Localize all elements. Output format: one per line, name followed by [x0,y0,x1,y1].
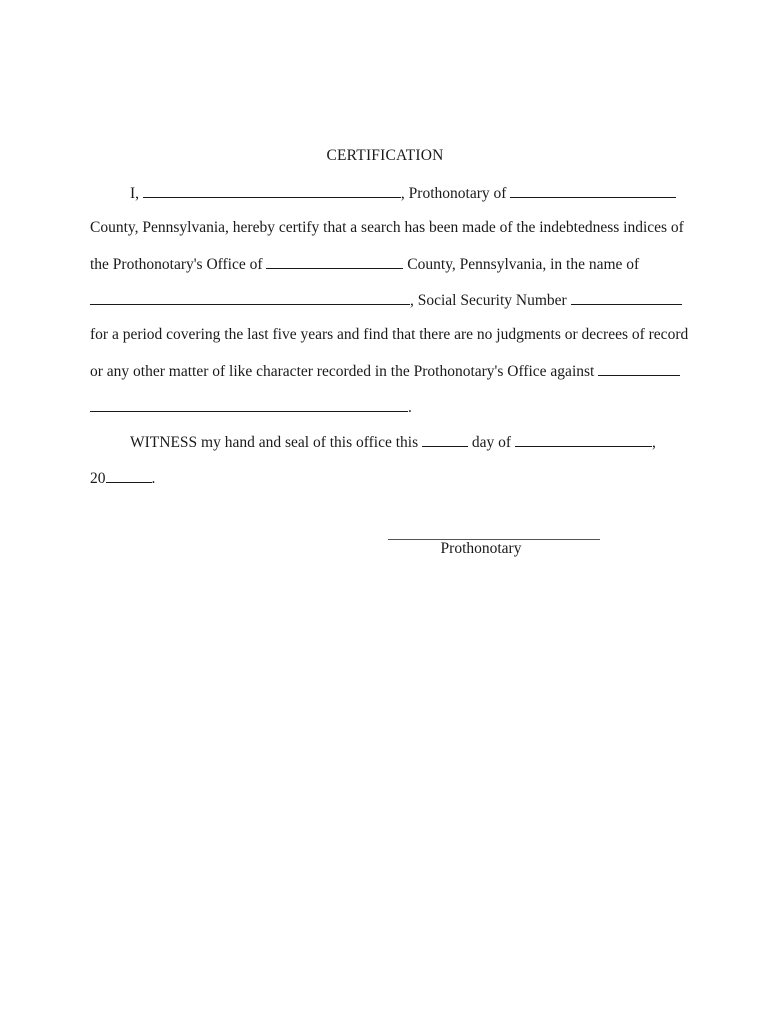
line5-text: for a period covering the last five years and find that there are no judgments or decrees of record [90,326,689,343]
line-period-covering [90,325,690,345]
line8-mid: day of [471,434,512,451]
line9-prefix: 20 [90,470,106,487]
line1-prefix: I, [130,185,140,202]
month-field[interactable] [515,432,652,447]
line-year [90,468,690,489]
line-other-matter [90,361,690,382]
prothonotary-name-field[interactable] [143,183,401,198]
line2-text: County, Pennsylvania, hereby certify that a search has been made of the indebtedness indices of [90,219,684,236]
line7-suffix: . [408,399,412,416]
line4-mid: , Social Security Number [410,292,567,309]
line1-mid: , Prothonotary of [400,185,507,202]
line8-prefix: WITNESS my hand and seal of this office this [130,434,419,451]
against-continued-field[interactable] [90,397,408,412]
line3-prefix: the Prothonotary's Office of [90,256,263,273]
line-certify-search [90,218,690,238]
line-against-continued [90,397,690,418]
office-county-field[interactable] [266,254,403,269]
subject-name-field[interactable] [90,290,410,305]
line3-suffix: County, Pennsylvania, in the name of [407,256,640,273]
line6-prefix: or any other matter of like character recorded in the Prothonotary's Office against [90,363,595,380]
line-subject-name-ssn [90,290,690,311]
line-office-county [90,254,690,275]
line-witness [130,432,730,453]
signature-label: Prothonotary [440,540,522,557]
document-title: CERTIFICATION [326,147,444,164]
day-field[interactable] [422,432,468,447]
line8-suffix: , [651,434,656,451]
ssn-field[interactable] [571,290,682,305]
line-prothonotary-name [130,183,730,204]
against-field[interactable] [598,361,680,376]
line9-suffix: . [151,470,156,487]
year-field[interactable] [106,468,152,483]
prothonotary-county-field[interactable] [510,183,676,198]
